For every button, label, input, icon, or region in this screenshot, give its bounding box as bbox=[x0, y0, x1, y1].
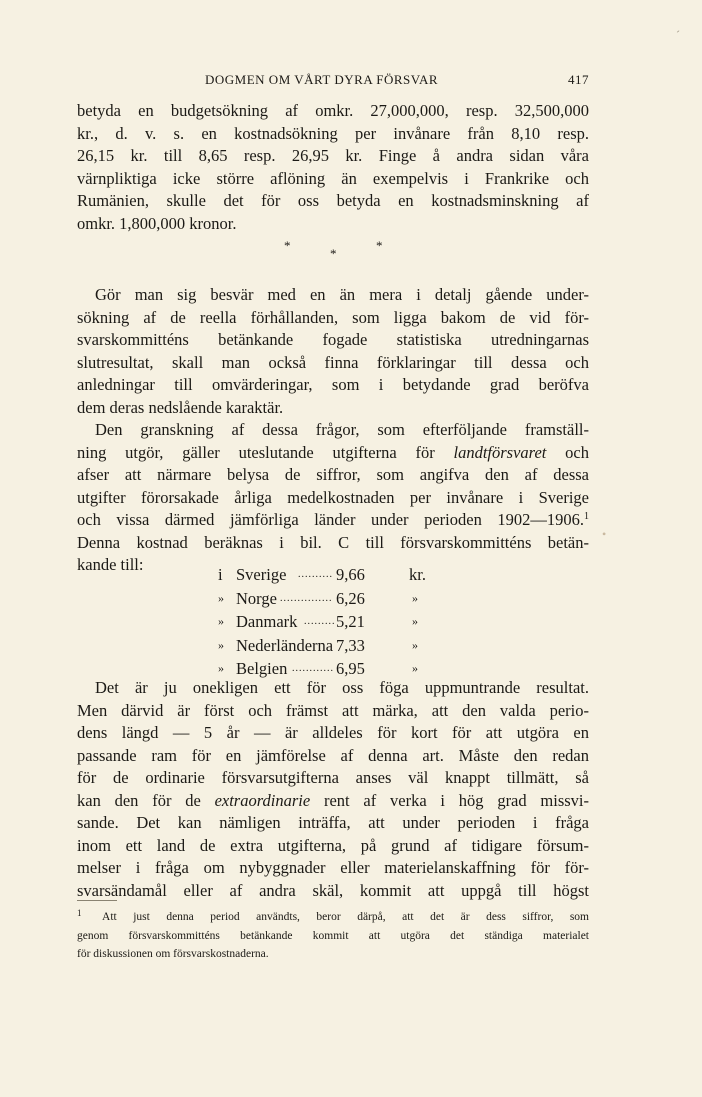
text-line: dens längd — 5 år — är alldeles för kort för att utgöra en bbox=[77, 723, 589, 742]
country-name: Sverige bbox=[236, 565, 287, 584]
text-line: inom ett land de extra utgifterna, på grund af tidigare försum- bbox=[77, 835, 589, 855]
text-line: svarskommitténs betänkande fogade statistiska utredningarnas bbox=[77, 330, 589, 349]
section-separator bbox=[280, 238, 390, 260]
text-line: sökning af de reella förhållanden, som ligga bakom de vid för- bbox=[77, 307, 589, 327]
text-line: kr., d. v. s. en kostnadsökning per invånare från 8,10 resp. bbox=[77, 123, 589, 143]
page-number: 417 bbox=[568, 72, 589, 87]
text-line: utgifter förorsakade årliga medelkostnaden per invånare i Sverige bbox=[77, 487, 589, 507]
cost-value: 6,95 bbox=[336, 659, 365, 678]
footnote-marker: 1 bbox=[77, 908, 82, 918]
text-line: sande. Det kan nämligen inträffa, att under perioden i fråga bbox=[77, 813, 589, 832]
text-line: svarsändamål eller af andra skäl, kommit att uppgå till högst bbox=[77, 880, 589, 900]
cost-unit: kr. bbox=[409, 565, 426, 584]
row-prefix: » bbox=[218, 590, 224, 605]
text-segment: ning utgör, gäller uteslutande utgifterna för bbox=[77, 442, 435, 462]
text-line: afser att närmare belysa de siffror, som angifva den af dessa bbox=[77, 465, 589, 484]
text-line: Den granskning af dessa frågor, som efterföljande framställ- bbox=[95, 420, 589, 439]
text-line bbox=[77, 442, 589, 465]
table-row bbox=[218, 634, 438, 658]
text-line: kande till: bbox=[77, 555, 144, 574]
country-name: Belgien bbox=[236, 659, 288, 678]
text-line: melser i fråga om nybyggnader eller materielanskaffning för för- bbox=[77, 858, 589, 877]
text-line: betyda en budgetsökning af omkr. 27,000,000, resp. 32,500,000 bbox=[77, 101, 589, 120]
cost-value: 7,33 bbox=[336, 635, 365, 655]
text-line: Men därvid är först och främst att märka, att den valda perio- bbox=[77, 700, 589, 720]
text-segment: och vissa därmed jämförliga länder under perioden 1902—1906. bbox=[77, 510, 584, 529]
row-prefix: » bbox=[218, 614, 224, 628]
cost-unit: » bbox=[412, 614, 418, 628]
text-line: Det är ju onekligen ett för oss föga uppmuntrande resultat. bbox=[95, 678, 589, 697]
cost-table bbox=[218, 563, 438, 681]
row-prefix: » bbox=[218, 661, 224, 675]
text-segment: och bbox=[565, 442, 589, 462]
country-name: Norge bbox=[236, 588, 277, 608]
paragraph-3 bbox=[77, 419, 589, 577]
text-line: omkr. 1,800,000 kronor. bbox=[77, 213, 237, 233]
text-line: dem deras nedslående karaktär. bbox=[77, 397, 284, 417]
header-title: DOGMEN OM VÅRT DYRA FÖRSVAR bbox=[205, 72, 439, 87]
table-row bbox=[218, 587, 438, 611]
text-line: Rumänien, skulle det för oss betyda en kostnadsminskning af bbox=[77, 191, 589, 210]
text-segment: Att just denna period användts, beror därpå, att det är dess siffror, som bbox=[102, 911, 590, 923]
leader-dots: .......... bbox=[298, 569, 333, 580]
leader-dots: ......... bbox=[304, 616, 336, 627]
text-line bbox=[77, 509, 589, 532]
country-name: Danmark bbox=[236, 612, 298, 631]
row-prefix: i bbox=[218, 565, 223, 584]
table-row bbox=[218, 563, 438, 587]
cost-unit: » bbox=[412, 661, 418, 675]
separator-star: * bbox=[376, 238, 383, 253]
italic-term: landtförsvaret bbox=[453, 442, 547, 462]
cost-unit: » bbox=[412, 590, 418, 605]
text-line: slutresultat, skall man också finna förklaringar till dessa och bbox=[77, 352, 589, 372]
text-line: värnpliktiga icke större aflöning än exempelvis i Frankrike och bbox=[77, 168, 589, 188]
cost-value: 5,21 bbox=[336, 612, 365, 631]
running-header bbox=[77, 72, 589, 90]
text-line: passande ram för en jämförelse af denna art. Måste den redan bbox=[77, 745, 589, 765]
margin-mark: ˊ bbox=[676, 28, 680, 42]
paragraph-1 bbox=[77, 100, 589, 235]
footnote-rule bbox=[77, 900, 117, 901]
cost-value: 9,66 bbox=[336, 565, 365, 584]
text-line: Denna kostnad beräknas i bil. C till försvarskommitténs betän- bbox=[77, 532, 589, 552]
footnote-line: för diskussionen om försvarskostnaderna. bbox=[77, 948, 269, 960]
footnote-line: genom försvarskommitténs betänkande kommit att utgöra det ständiga materialet bbox=[77, 929, 589, 942]
text-line: för de ordinarie försvarsutgifterna anses väl knappt tillmätt, så bbox=[77, 768, 589, 787]
text-line bbox=[77, 790, 589, 813]
paragraph-2 bbox=[77, 284, 589, 419]
footnote-line bbox=[77, 908, 589, 927]
text-line: Gör man sig besvär med en än mera i detalj gående under- bbox=[95, 285, 589, 304]
country-name: Nederländerna bbox=[236, 635, 334, 655]
separator-star: * bbox=[330, 246, 337, 261]
text-segment: rent af verka i hög grad missvi- bbox=[323, 790, 590, 810]
leader-dots: ............... bbox=[280, 592, 333, 604]
paragraph-4 bbox=[77, 677, 589, 902]
text-segment: kan den för de bbox=[77, 790, 201, 810]
table-row bbox=[218, 610, 438, 634]
footnote-reference: 1 bbox=[584, 511, 589, 522]
text-line: anledningar till omvärderingar, som i betydande grad beröfva bbox=[77, 375, 589, 394]
italic-term: extraordinarie bbox=[214, 790, 311, 810]
leader-dots: ............ bbox=[292, 663, 334, 674]
cost-unit: » bbox=[412, 637, 418, 652]
row-prefix: » bbox=[218, 637, 224, 652]
cost-value: 6,26 bbox=[336, 588, 365, 608]
text-line: 26,15 kr. till 8,65 resp. 26,95 kr. Finge å andra sidan våra bbox=[77, 146, 589, 165]
margin-dot: • bbox=[602, 527, 607, 541]
footnote bbox=[77, 908, 589, 964]
separator-star: * bbox=[284, 238, 291, 253]
